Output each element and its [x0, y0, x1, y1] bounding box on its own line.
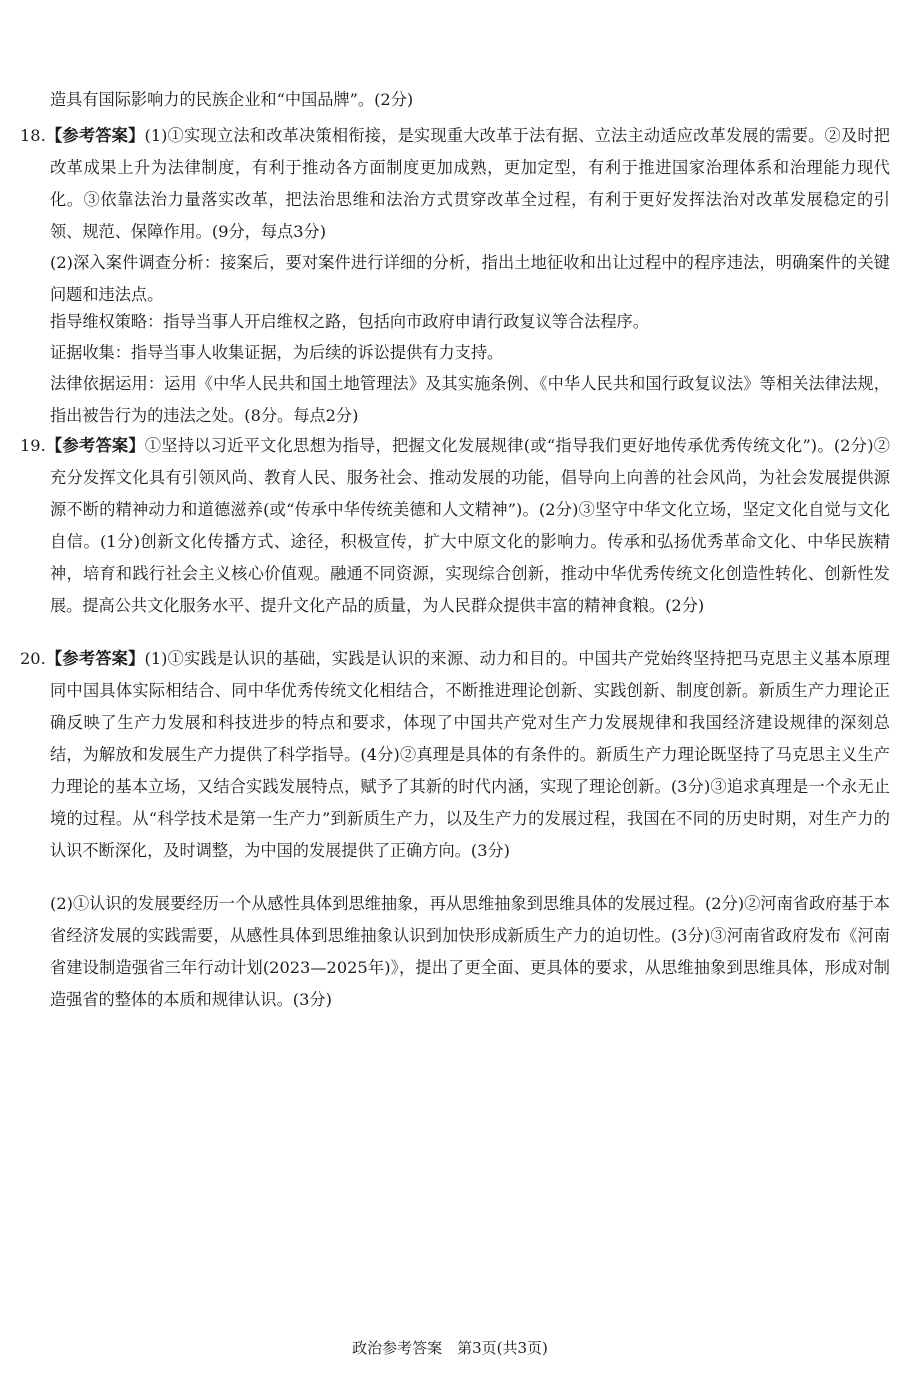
q18-part1: [20, 120, 890, 248]
q19-answer: [20, 430, 890, 622]
q18-evidence: 证据收集：指导当事人收集证据，为后续的诉讼提供有力支持。: [50, 343, 504, 362]
q20-answer-tag: 【参考答案】: [45, 649, 145, 668]
q20-part2: (2)①认识的发展要经历一个从感性具体到思维抽象，再从思维抽象到思维具体的发展过程。(2分)②河南省政府基于本省经济发展的实践需要，从感性具体到思维抽象认识到加快形成新质生产力的迫切性。(3分)③河南省政府发布《河南省建设制造强省三年行动计划(2023—2025年)》，提出了更全面、更具体的要求，从思维抽象到思维具体，形成对制造强省的整体的本质和规律认识。(3分): [50, 894, 890, 1009]
q20-number: 20.: [20, 649, 46, 668]
q19-answer-tag: 【参考答案】: [45, 436, 145, 455]
q18-part2: (2)深入案件调查分析：接案后，要对案件进行详细的分析，指出土地征收和出让过程中的程序违法，明确案件的关键问题和违法点。: [50, 253, 890, 304]
q20-part1-text: (1)①实践是认识的基础，实践是认识的来源、动力和目的。中国共产党始终坚持把马克思主义基本原理同中国具体实际相结合、同中华优秀传统文化相结合，不断推进理论创新、实践创新、制度创新。新质生产力理论正确反映了生产力发展和科技进步的特点和要求，体现了中国共产党对生产力发展规律和我国经济建设规律的深刻总结，为解放和发展生产力提供了科学指导。(4分)②真理是具体的有条件的。新质生产力理论既坚持了马克思主义生产力理论的基本立场，又结合实践发展特点，赋予了其新的时代内涵，实现了理论创新。(3分)③追求真理是一个永无止境的过程。从“科学技术是第一生产力”到新质生产力，以及生产力的发展过程，我国在不同的历史时期，对生产力的认识不断深化，及时调整，为中国的发展提供了正确方向。(3分): [50, 649, 890, 860]
q18-part1-text: (1)①实现立法和改革决策相衔接，是实现重大改革于法有据、立法主动适应改革发展的需要。②及时把改革成果上升为法律制度，有利于推动各方面制度更加成熟，更加定型，有利于推进国家治理体系和治理能力现代化。③依靠法治力量落实改革，把法治思维和法治方式贯穿改革全过程，有利于更好发挥法治对改革发展稳定的引领、规范、保障作用。(9分，每点3分): [50, 126, 890, 241]
q18-legal-basis: 法律依据运用：运用《中华人民共和国土地管理法》及其实施条例、《中华人民共和国行政复议法》等相关法律法规，指出被告行为的违法之处。(8分。每点2分): [50, 374, 890, 425]
q18-number: 18.: [20, 126, 46, 145]
page-footer: 政治参考答案 第3页(共3页): [352, 1339, 548, 1357]
q19-number: 19.: [20, 436, 46, 455]
q20-part1: [20, 643, 890, 867]
continuation-paragraph: 造具有国际影响力的民族企业和“中国品牌”。(2分): [50, 90, 414, 109]
q19-answer-text: ①坚持以习近平文化思想为指导，把握文化发展规律(或“指导我们更好地传承优秀传统文化”)。(2分)②充分发挥文化具有引领风尚、教育人民、服务社会、推动发展的功能，倡导向上向善的社会风尚，为社会发展提供源源不断的精神动力和道德滋养(或“传承中华传统美德和人文精神”)。(2分)③坚守中华文化立场，坚定文化自觉与文化自信。(1分)创新文化传播方式、途径，积极宣传，扩大中原文化的影响力。传承和弘扬优秀革命文化、中华民族精神，培育和践行社会主义核心价值观。融通不同资源，实现综合创新，推动中华优秀传统文化创造性转化、创新性发展。提高公共文化服务水平、提升文化产品的质量，为人民群众提供丰富的精神食粮。(2分): [50, 436, 890, 615]
q18-answer-tag: 【参考答案】: [45, 126, 145, 145]
q18-strategy: 指导维权策略：指导当事人开启维权之路，包括向市政府申请行政复议等合法程序。: [50, 312, 649, 331]
